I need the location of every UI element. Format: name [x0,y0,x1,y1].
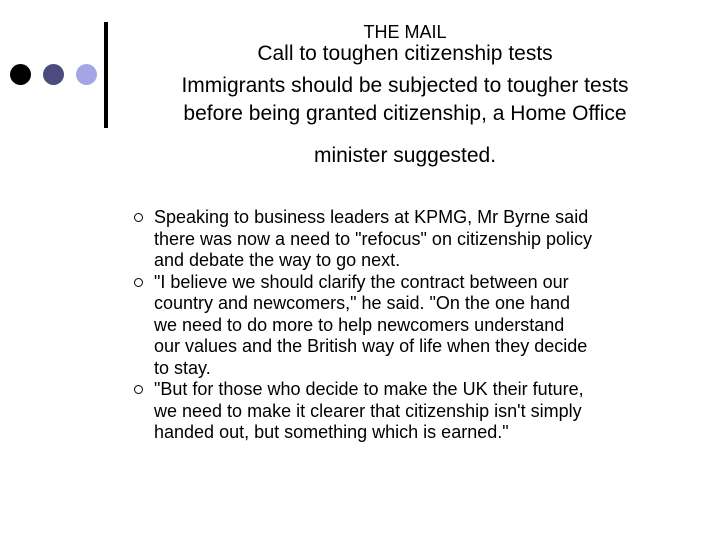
lead-line: Immigrants should be subjected to tougher tests [181,74,629,97]
bullet-line: Speaking to business leaders at KPMG, Mr Byrne said [154,207,589,227]
lead-line: minister suggested. [313,144,497,167]
bullet-line: "I believe we should clarify the contract between our [154,271,569,292]
decorative-dots [10,64,100,86]
hollow-circle-bullet-icon [134,278,143,287]
bullet-item [132,207,692,272]
bullet-item [132,379,692,444]
dot-black [10,64,31,85]
bullet-list [132,207,692,444]
headline: Call to toughen citizenship tests [257,42,553,65]
dot-slate [43,64,64,85]
lead-paragraph [110,72,700,170]
bullet-line: we need to make it clearer that citizenship isn't simply [154,400,582,421]
lead-line: before being granted citizenship, a Home Office [183,102,627,125]
source-label: THE MAIL [363,22,447,42]
bullet-line: there was now a need to "refocus" on citizenship policy [154,228,593,249]
hollow-circle-bullet-icon [134,213,143,222]
bullet-line: our values and the British way of life when they decide [154,336,588,356]
bullet-line: we need to do more to help newcomers understand [154,314,565,335]
bullet-line: "But for those who decide to make the UK their future, [154,379,584,399]
bullet-line: handed out, but something which is earned." [154,422,509,442]
bullet-line: country and newcomers," he said. "On the one hand [154,293,571,313]
bullet-item [132,272,692,380]
bullet-line: and debate the way to go next. [154,250,401,270]
hollow-circle-bullet-icon [134,385,143,394]
title-divider [104,22,108,128]
dot-lavender [76,64,97,85]
bullet-line: to stay. [154,357,211,378]
